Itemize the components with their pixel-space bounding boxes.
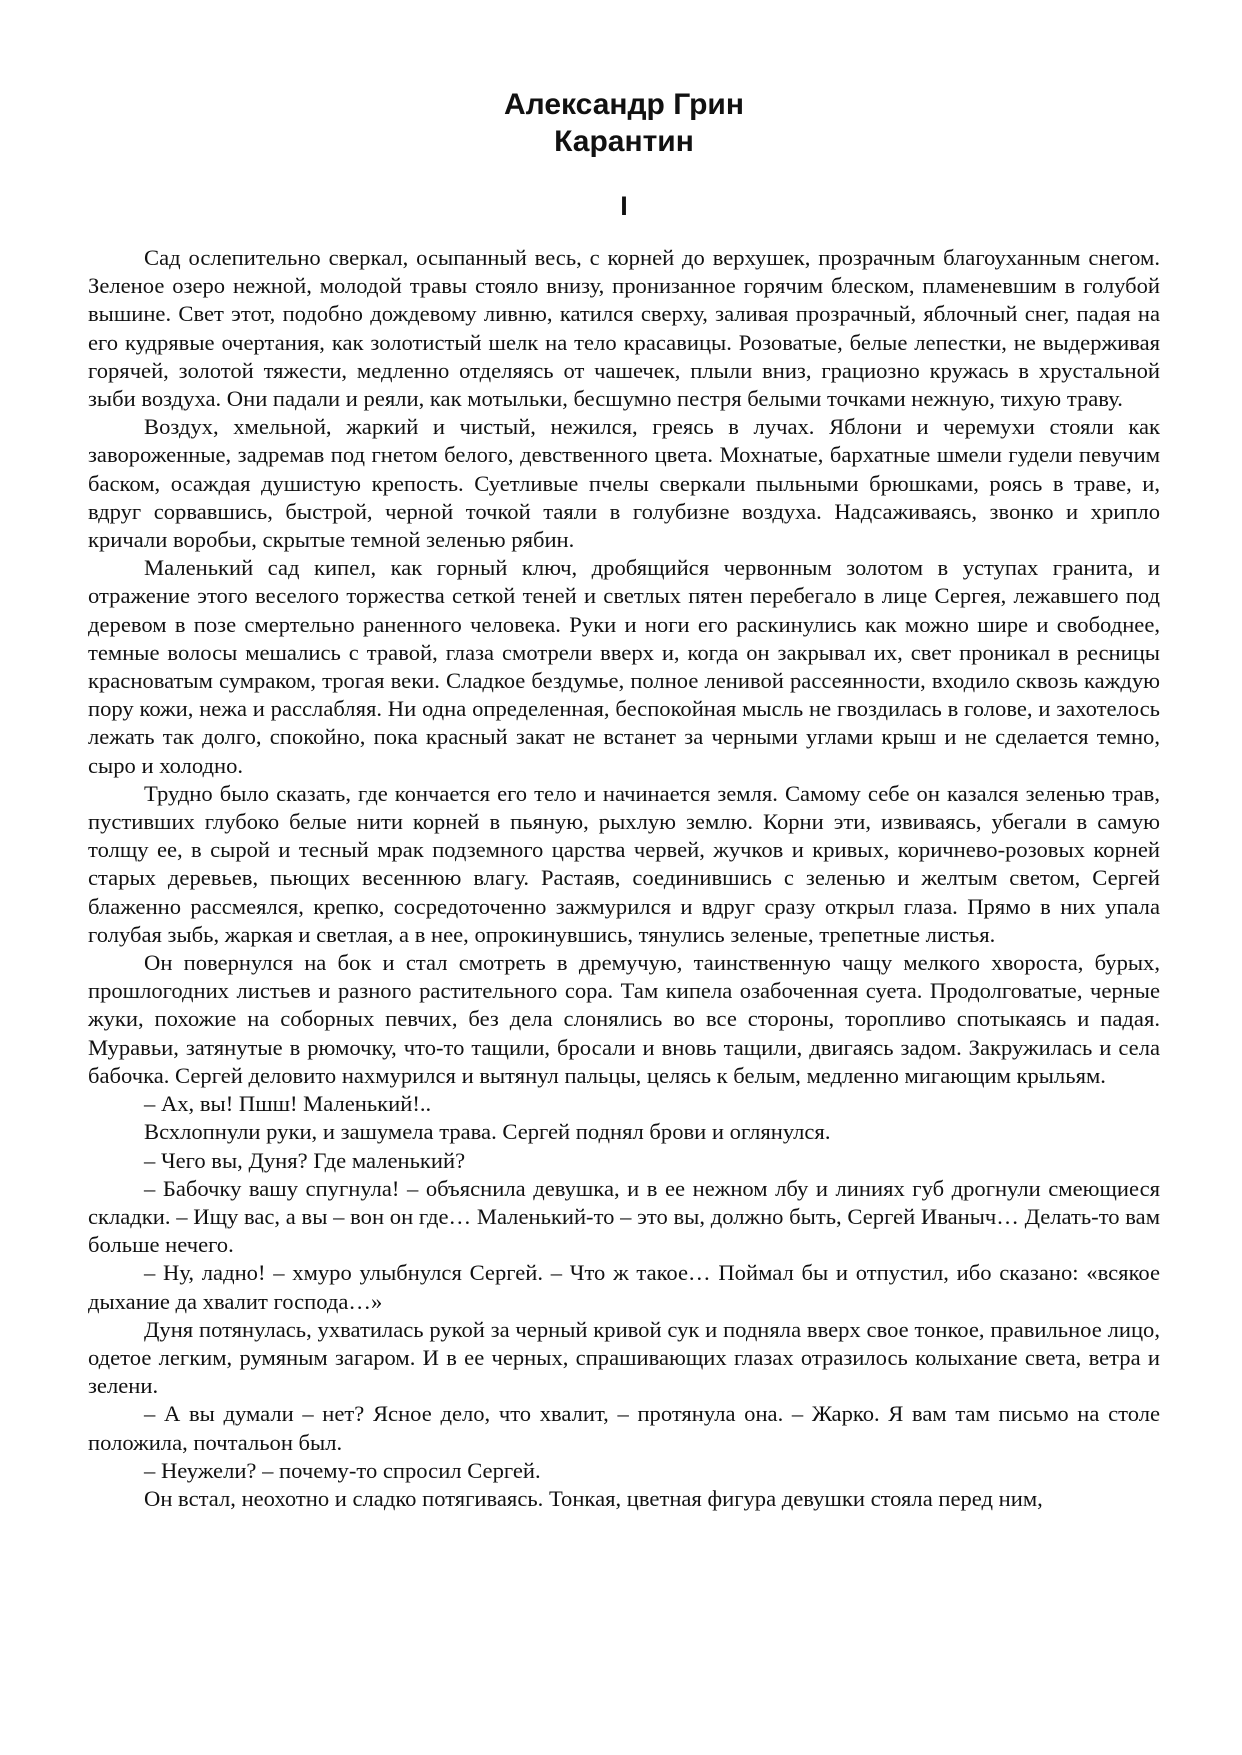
paragraph: – Чего вы, Дуня? Где маленький? <box>144 1147 466 1173</box>
paragraph: Трудно было сказать, где кончается его тело и начинается земля. Самому себе он казался зеленью трав, пустивших глубоко белые нити корней в пьяную, рыхлую землю. Корни эти, извиваясь, убегали в самую толщу ее, в сырой и тесный мрак подземного царства червей, жучков и кривых, коричнево-розовых корней старых деревьев, пьющих весеннюю влагу. Растаяв, соединившись с зеленью и желтым светом, Сергей блаженно рассмеялся, крепко, сосредоточенно зажмурился и вдруг сразу открыл глаза. Прямо в них упала голубая зыбь, жаркая и светлая, а в нее, опрокинувшись, тянулись зеленые, трепетные листья. <box>88 780 1160 947</box>
paragraph: Воздух, хмельной, жаркий и чистый, нежился, греясь в лучах. Яблони и черемухи стояли как завороженные, задремав под гнетом белого, девственного цвета. Мохнатые, бархатные шмели гудели певучим баском, осаждая душистую крепость. Суетливые пчелы сверкали пыльными брюшками, роясь в траве, и, вдруг сорвавшись, быстрой, черной точкой таяли в голубизне воздуха. Надсаживаясь, звонко и хрипло кричали воробьи, скрытые темной зеленью рябин. <box>88 414 1160 553</box>
author-name: Александр Грин <box>504 88 744 121</box>
paragraph: Он повернулся на бок и стал смотреть в дремучую, таинственную чащу мелкого хвороста, бурых, прошлогодних листьев и разного растительного сора. Там кипела озабоченная суета. Продолговатые, черные жуки, похожие на соборных певчих, без дела слонялись во все стороны, торопливо спотыкаясь и падая. Муравьи, затянутые в рюмочку, что-то тащили, бросали и вновь тащили, двигаясь задом. Закружилась и села бабочка. Сергей деловито нахмурился и вытянул пальцы, целясь к белым, медленно мигающим крыльям. <box>88 950 1160 1088</box>
story-title: Карантин <box>554 125 694 158</box>
paragraph: – Ах, вы! Пшш! Маленький!.. <box>144 1091 432 1117</box>
paragraph: Маленький сад кипел, как горный ключ, дробящийся червонным золотом в уступах гранита, и отражение этого веселого торжества сеткой теней и светлых пятен перебегало в лице Сергея, лежавшего под деревом в позе смертельно раненного человека. Руки и ноги его раскинулись как можно шире и свободнее, темные волосы мешались с травой, глаза смотрели вверх и, когда он закрывал их, свет проникал в ресницы красноватым сумраком, трогая веки. Сладкое бездумье, полное ленивой рассеянности, входило сквозь каждую пору кожи, нежа и расслабляя. Ни одна определенная, беспокойная мысль не гвоздилась в голове, и захотелось лежать так долго, спокойно, пока красный закат не встанет за черными углами крыш и не сделается темно, сыро и холодно. <box>88 555 1160 778</box>
paragraph: Сад ослепительно сверкал, осыпанный весь, с корней до верхушек, прозрачным благоуханным снегом. Зеленое озеро нежной, молодой травы стояло внизу, пронизанное горячим блеском, пламеневшим в голубой вышине. Свет этот, подобно дождевому ливню, катился сверху, заливая прозрачный, яблочный снег, падая на его кудрявые очертания, как золотистый шелк на тело красавицы. Розоватые, белые лепестки, не выдерживая горячей, золотой тяжести, медленно отделяясь от чашечек, плыли вниз, грациозно кружась в хрустальной зыби воздуха. Они падали и реяли, как мотыльки, бесшумно пестря белыми точками нежную, тихую траву. <box>88 245 1160 412</box>
paragraph: – Бабочку вашу спугнула! – объяснила девушка, и в ее нежном лбу и линиях губ дрогнули смеющиеся складки. – Ищу вас, а вы – вон он где… Маленький-то – это вы, должно быть, Сергей Иваныч… Делать-то вам больше нечего. <box>88 1175 1160 1258</box>
paragraph: Он встал, неохотно и сладко потягиваясь. Тонкая, цветная фигура девушки стояла перед ним, <box>144 1485 1043 1511</box>
document-header <box>88 86 1160 222</box>
chapter-number: I <box>620 191 628 221</box>
paragraph: – Ну, ладно! – хмуро улыбнулся Сергей. – Что ж такое… Поймал бы и отпустил, ибо сказано: «всякое дыхание да хвалит господа…» <box>88 1260 1160 1314</box>
paragraph: – Неужели? – почему-то спросил Сергей. <box>144 1457 541 1483</box>
paragraph: Всхлопнули руки, и зашумела трава. Сергей поднял брови и оглянулся. <box>144 1119 831 1145</box>
story-text <box>88 244 1160 1513</box>
paragraph: – А вы думали – нет? Ясное дело, что хвалит, – протянула она. – Жарко. Я вам там письмо на столе положила, почтальон был. <box>88 1401 1160 1455</box>
paragraph: Дуня потянулась, ухватилась рукой за черный кривой сук и подняла вверх свое тонкое, правильное лицо, одетое легким, румяным загаром. И в ее черных, спрашивающих глазах отразилось колыхание света, ветра и зелени. <box>88 1316 1160 1399</box>
